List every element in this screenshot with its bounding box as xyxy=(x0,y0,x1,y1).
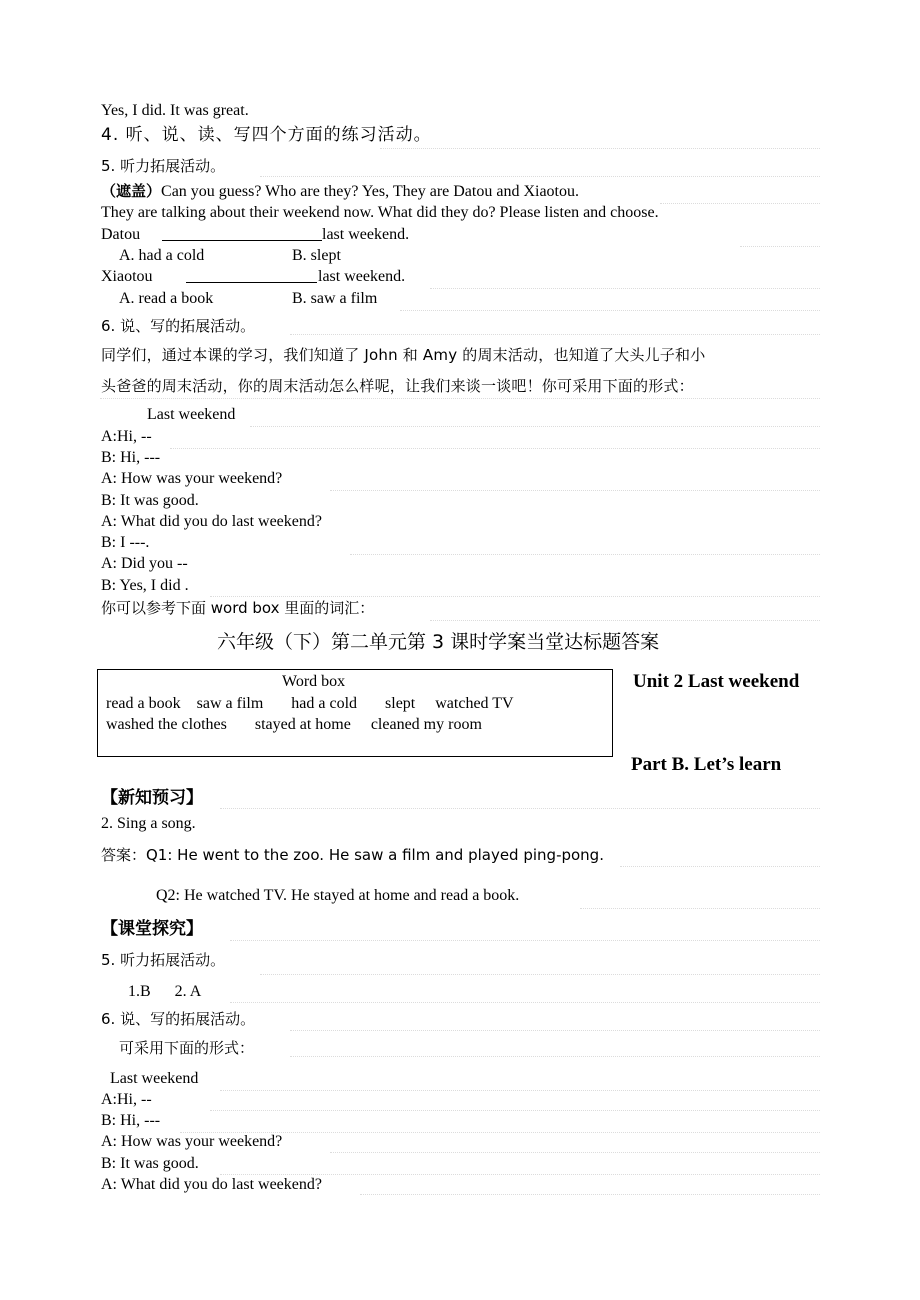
answer-blank[interactable] xyxy=(186,267,317,289)
dialogue-line: A: What did you do last weekend? xyxy=(101,513,322,530)
dialogue-line: B: It was good. xyxy=(101,492,199,509)
paragraph-line: 同学们，通过本课的学习，我们知道了 John 和 Amy 的周末活动，也知道了大头儿子和小 xyxy=(101,346,706,364)
guide-line xyxy=(400,310,820,311)
dialogue-title: Last weekend xyxy=(147,406,236,423)
text-line: 你可以参考下面 word box 里面的词汇： xyxy=(101,599,375,617)
guide-line xyxy=(290,1030,820,1031)
guide-line xyxy=(660,203,820,204)
guide-line xyxy=(330,1152,820,1153)
guide-line xyxy=(290,1056,820,1057)
guide-line xyxy=(220,1090,820,1091)
dialogue-line: A:Hi, -- xyxy=(101,428,152,445)
choice-a[interactable]: A. read a book xyxy=(119,290,214,307)
guide-line xyxy=(430,288,820,289)
word-box-row: read a book saw a film had a cold slept watched TV xyxy=(106,695,514,712)
guide-line xyxy=(260,974,820,975)
section-heading: 5. 听力拓展活动。 xyxy=(101,951,226,969)
dialogue-title: Last weekend xyxy=(110,1070,199,1087)
choice-a[interactable]: A. had a cold xyxy=(119,247,205,264)
guide-line xyxy=(350,554,820,555)
dialogue-line: B: It was good. xyxy=(101,1155,199,1172)
guide-line xyxy=(100,398,820,399)
dialogue-line: B: Yes, I did . xyxy=(101,577,189,594)
section-heading: 5. 听力拓展活动。 xyxy=(101,157,226,175)
guide-line xyxy=(220,808,820,809)
question-text: Can you guess? Who are they? Yes, They are Datou and Xiaotou. xyxy=(161,183,579,200)
dialogue-line: A: What did you do last weekend? xyxy=(101,1176,322,1193)
section-bracket-heading: 【课堂探究】 xyxy=(101,919,203,939)
text-line xyxy=(101,181,579,202)
guide-line xyxy=(210,596,820,597)
text-line: 可采用下面的形式： xyxy=(119,1039,255,1057)
guide-line xyxy=(230,940,820,941)
guide-line xyxy=(360,1194,820,1195)
dialogue-line: B: Hi, --- xyxy=(101,449,161,466)
fill-in-line xyxy=(101,225,140,245)
guide-line xyxy=(580,908,820,909)
word-box xyxy=(97,669,613,757)
answer-line: 1.B 2. A xyxy=(128,983,202,1000)
dialogue-line: B: Hi, --- xyxy=(101,1112,161,1129)
section-heading: 6. 说、写的拓展活动。 xyxy=(101,1010,256,1028)
guide-line xyxy=(250,426,820,427)
guide-line xyxy=(430,620,820,621)
guide-line xyxy=(260,176,820,177)
guide-line xyxy=(740,246,820,247)
text-line: They are talking about their weekend now. What did they do? Please listen and choose. xyxy=(101,204,659,221)
section-heading: 4. 听、说、读、写四个方面的练习活动。 xyxy=(101,125,432,145)
dialogue-line: A: How was your weekend? xyxy=(101,1133,283,1150)
paragraph-line: 头爸爸的周末活动，你的周末活动怎么样呢，让我们来谈一谈吧！你可采用下面的形式： xyxy=(101,377,694,395)
unit-heading: Unit 2 Last weekend xyxy=(633,671,800,692)
cover-note: （遮盖） xyxy=(101,182,162,200)
fill-in-suffix: last weekend. xyxy=(318,268,406,285)
fill-in-suffix: last weekend. xyxy=(322,226,410,243)
answer-line: Q2: He watched TV. He stayed at home and read a book. xyxy=(156,887,520,904)
dialogue-line: A: How was your weekend? xyxy=(101,470,283,487)
answer-blank[interactable] xyxy=(162,225,322,247)
word-box-row: washed the clothes stayed at home cleaned my room xyxy=(106,716,482,733)
guide-line xyxy=(230,1002,820,1003)
choice-b[interactable]: B. slept xyxy=(292,247,341,264)
guide-line xyxy=(380,148,820,149)
name-label: Xiaotou xyxy=(101,268,153,285)
guide-line xyxy=(620,866,820,867)
dialogue-line: A:Hi, -- xyxy=(101,1091,152,1108)
word-box-title: Word box xyxy=(282,673,346,690)
text-line: Yes, I did. It was great. xyxy=(101,102,249,119)
page-title: 六年级（下）第二单元第 3 课时学案当堂达标题答案 xyxy=(217,631,660,653)
guide-line xyxy=(330,490,820,491)
section-heading: 6. 说、写的拓展活动。 xyxy=(101,317,256,335)
dialogue-line: A: Did you -- xyxy=(101,555,188,572)
guide-line xyxy=(170,448,820,449)
guide-line xyxy=(210,1110,820,1111)
part-heading: Part B. Let’s learn xyxy=(631,754,782,775)
name-label: Datou xyxy=(101,226,141,243)
guide-line xyxy=(290,334,820,335)
answer-line: 2. Sing a song. xyxy=(101,815,196,832)
section-bracket-heading: 【新知预习】 xyxy=(101,788,203,808)
dialogue-line: B: I ---. xyxy=(101,534,150,551)
choice-b[interactable]: B. saw a film xyxy=(292,290,378,307)
answer-line: 答案：Q1: He went to the zoo. He saw a film and played ping-pong. xyxy=(101,846,604,864)
